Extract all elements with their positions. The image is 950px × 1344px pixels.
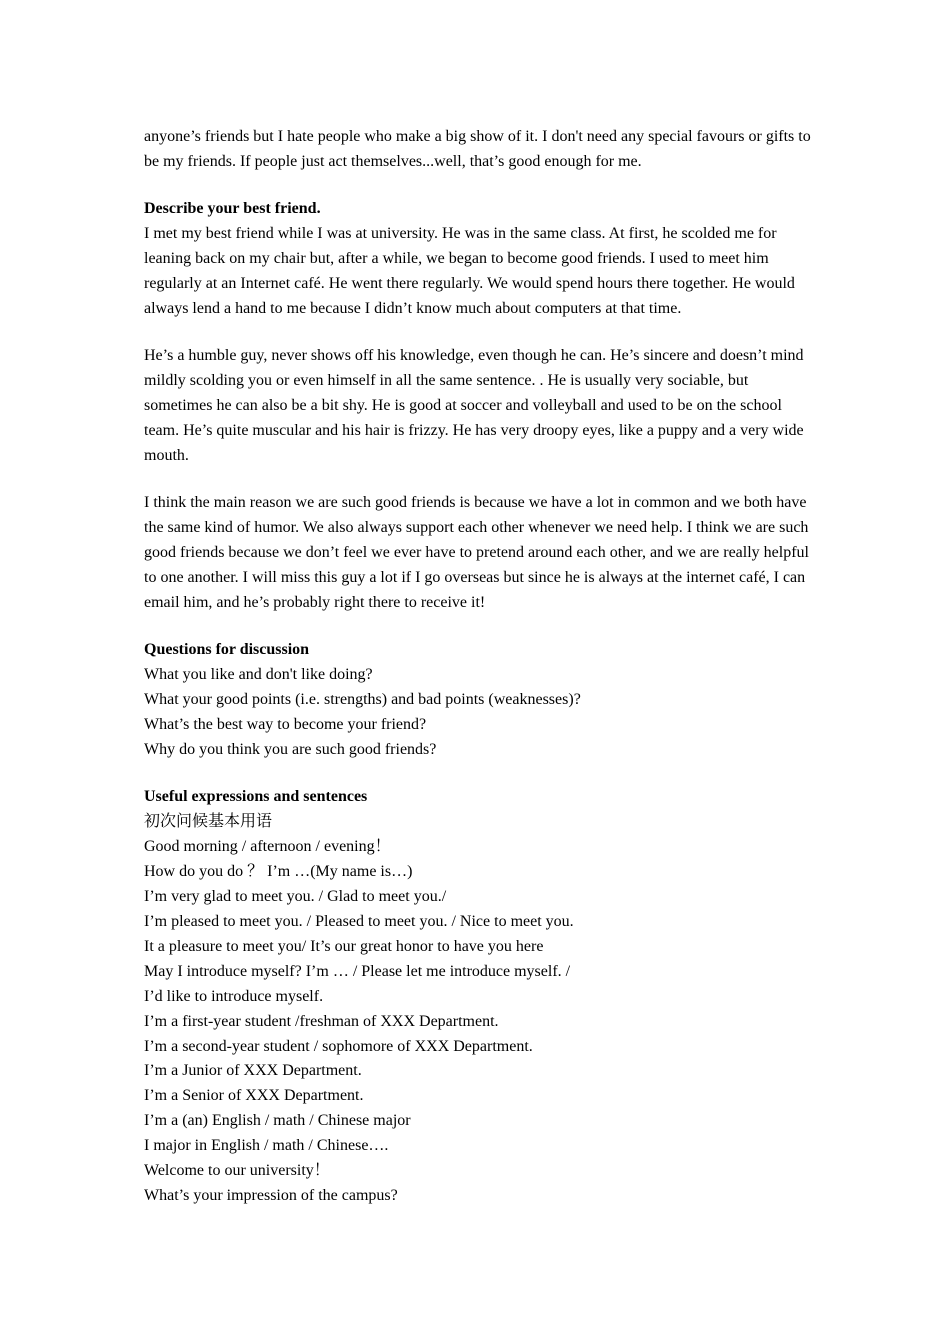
expression-item: I’d like to introduce myself. bbox=[144, 987, 324, 1005]
spacer bbox=[144, 322, 814, 345]
question-item: What you like and don't like doing? bbox=[144, 666, 373, 684]
expression-item: It a pleasure to meet you/ It’s our great honor to have you here bbox=[144, 937, 544, 955]
expressions-subheading: 初次问候基本用语 bbox=[144, 813, 273, 831]
best-friend-paragraph-2: He’s a humble guy, never shows off his knowledge, even though he can. He’s sincere and doesn’t mind mildly scolding you or even himself in all the same sentence. . He is usually very sociable, but sometimes he can also be a bit shy. He is good at soccer and volleyball and used to be on the school team. He’s quite muscular and his hair is frizzy. He has very droopy eyes, like a puppy and a very wide mouth. bbox=[144, 347, 804, 464]
expression-item: I major in English / math / Chinese…. bbox=[144, 1137, 389, 1155]
expression-item: May I introduce myself? I’m … / Please let me introduce myself. / bbox=[144, 962, 571, 980]
best-friend-paragraph-3: I think the main reason we are such good friends is because we have a lot in common and we both have the same kind of humor. We also always support each other whenever we need help. I think we are such good friends because we don’t feel we ever have to pretend around each other, and we are really helpful to one another. I will miss this guy a lot if I go overseas but since he is always at the internet café, I can email him, and he’s probably right there to receive it! bbox=[144, 494, 809, 611]
expressions-heading: Useful expressions and sentences bbox=[144, 788, 368, 806]
expression-item: I’m a Junior of XXX Department. bbox=[144, 1062, 362, 1080]
spacer bbox=[144, 175, 814, 198]
expression-item: I’m a first-year student /freshman of XXX Department. bbox=[144, 1012, 499, 1030]
expression-item: I’m very glad to meet you. / Glad to meet you./ bbox=[144, 888, 447, 906]
questions-heading: Questions for discussion bbox=[144, 641, 310, 659]
expression-item: Good morning / afternoon / evening！ bbox=[144, 838, 391, 856]
spacer bbox=[144, 763, 814, 786]
best-friend-paragraph-1: I met my best friend while I was at university. He was in the same class. At first, he scolded me for leaning back on my chair but, after a while, we began to become good friends. I used to meet him regularly at an Internet café. He went there regularly. We would spend hours there together. He would always lend a hand to me because I didn’t know much about computers at that time. bbox=[144, 225, 795, 317]
expression-item: I’m a second-year student / sophomore of XXX Department. bbox=[144, 1037, 533, 1055]
expression-item: I’m a (an) English / math / Chinese major bbox=[144, 1112, 411, 1130]
intro-paragraph: anyone’s friends but I hate people who make a big show of it. I don't need any special favours or gifts to be my friends. If people just act themselves...well, that’s good enough for me. bbox=[144, 128, 811, 170]
question-item: What’s the best way to become your friend? bbox=[144, 716, 427, 734]
expression-item: How do you do ？ I’m …(My name is…) bbox=[144, 863, 413, 881]
spacer bbox=[144, 616, 814, 639]
question-item: Why do you think you are such good friends? bbox=[144, 741, 437, 759]
expression-item: I’m a Senior of XXX Department. bbox=[144, 1087, 364, 1105]
expression-item: I’m pleased to meet you. / Pleased to meet you. / Nice to meet you. bbox=[144, 912, 574, 930]
expression-item: What’s your impression of the campus? bbox=[144, 1186, 398, 1204]
best-friend-heading: Describe your best friend. bbox=[144, 200, 321, 218]
question-item: What your good points (i.e. strengths) and bad points (weaknesses)? bbox=[144, 691, 581, 709]
expression-item: Welcome to our university！ bbox=[144, 1162, 330, 1180]
spacer bbox=[144, 469, 814, 492]
document-body bbox=[144, 125, 814, 1209]
